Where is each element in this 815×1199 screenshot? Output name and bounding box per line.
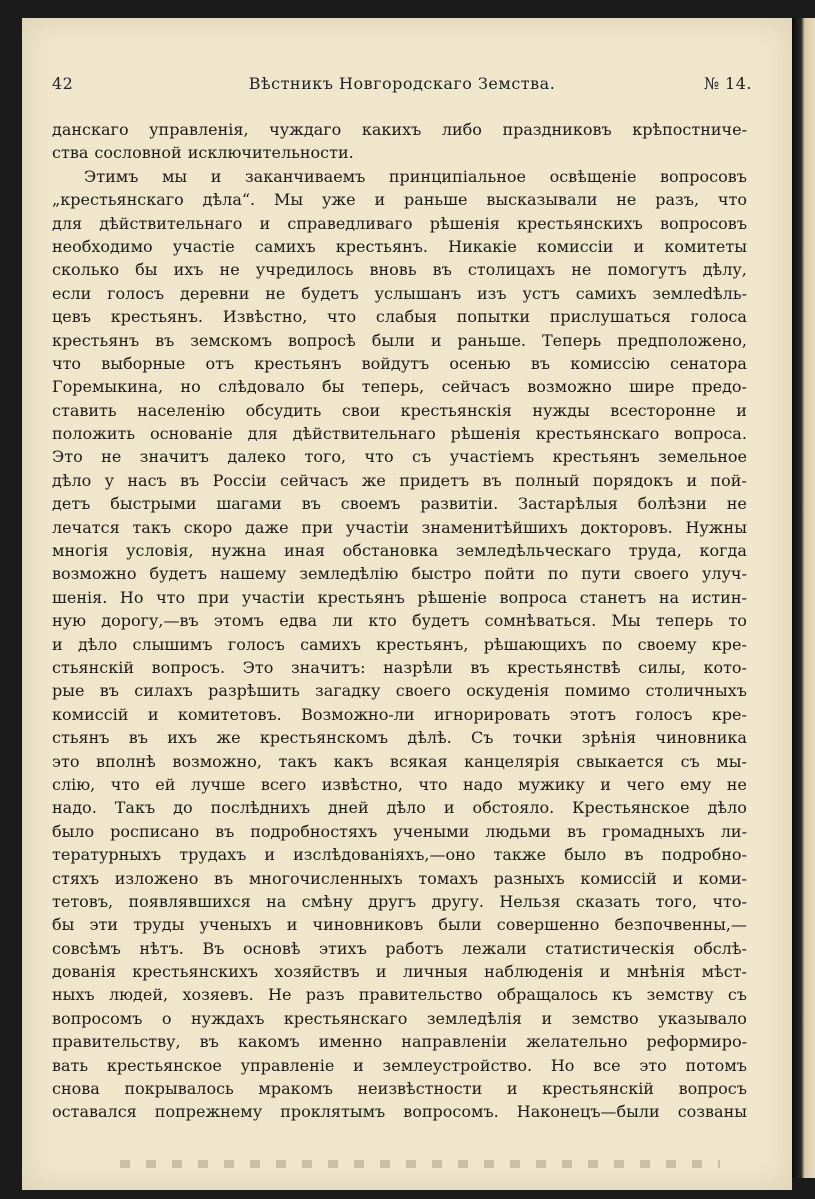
text-line: ства сословной исключительности. — [52, 143, 354, 163]
text-line: данскаго управленія, чуждаго какихъ либо праздниковъ крѣпостниче- — [52, 120, 747, 139]
text-line: цевъ крестьянъ. Извѣстно, что слабыя попытки прислушаться голоса — [52, 307, 747, 327]
text-line: комиссій и комитетовъ. Возможно-ли игнорировать этотъ голосъ кре- — [52, 704, 747, 724]
text-line: для дѣйствительнаго и справедливаго рѣшенія крестьянскихъ вопросовъ — [52, 213, 747, 233]
text-line: Горемыкина, но слѣдовало бы теперь, сейчасъ возможно шире предо- — [52, 377, 747, 397]
text-line: стьянъ въ ихъ же крестьянскомъ дѣлѣ. Съ точки зрѣнія чиновника — [52, 728, 747, 748]
text-line: детъ быстрыми шагами въ своемъ развитіи. Застарѣлыя болѣзни не — [52, 494, 747, 514]
text-line: Этимъ мы и заканчиваемъ принципіальное освѣщеніе вопросовъ — [84, 166, 747, 186]
text-line: слію, что ей лучше всего извѣстно, что надо мужику и чего ему не — [52, 774, 747, 794]
text-line: дованія крестьянскихъ хозяйствъ и личныя наблюденія и мнѣнія мѣст- — [52, 962, 747, 982]
text-line: крестьянъ въ земскомъ вопросѣ были и раньше. Теперь предположено, — [52, 330, 747, 350]
text-line: положить основаніе для дѣйствительнаго рѣшенія крестьянскаго вопроса. — [52, 424, 747, 444]
running-header — [52, 72, 752, 102]
bottom-bleed-through — [120, 1160, 720, 1168]
article-text — [52, 118, 747, 1124]
text-line: возможно будетъ нашему земледѣлію быстро пойти по пути своего улуч- — [52, 564, 747, 584]
issue-number: № 14. — [703, 74, 752, 93]
text-line: ставить населенію обсудить свои крестьянскія нужды всесторонне и — [52, 400, 747, 420]
text-line: многія условія, нужна иная обстановка земледѣльческаго труда, когда — [52, 541, 747, 561]
text-line: если голосъ деревни не будетъ услышанъ изъ устъ самихъ землedѣль- — [52, 283, 747, 303]
text-line: ную дорогу,—въ этомъ едва ли кто будетъ сомнѣваться. Мы теперь то — [52, 611, 747, 631]
text-line: совсѣмъ нѣтъ. Въ основѣ этихъ работъ лежали статистическія обслѣ- — [52, 938, 747, 958]
text-line: сколько бы ихъ не учредилось вновь въ столицахъ не помогутъ дѣлу, — [52, 260, 747, 280]
text-line: вопросомъ о нуждахъ крестьянскаго земледѣлія и земство указывало — [52, 1008, 747, 1028]
text-line: оставался попрежнему проклятымъ вопросомъ. Наконецъ—были созваны — [52, 1102, 747, 1122]
text-line: снова покрывалось мракомъ неизвѣстности и крестьянскій вопросъ — [52, 1079, 747, 1099]
text-line: ныхъ людей, хозяевъ. Не разъ правительство обращалось къ земству съ — [52, 985, 747, 1005]
journal-title: Вѣстникъ Новгородскаго Земства. — [248, 74, 556, 93]
text-line: тетовъ, появлявшихся на смѣну другъ другу. Нельзя сказать того, что- — [52, 891, 747, 911]
text-line: лечатся такъ скоро даже при участіи знаменитѣйшихъ докторовъ. Нужны — [52, 517, 747, 537]
text-line: тературныхъ трудахъ и изслѣдованіяхъ,—оно также было въ подробно- — [52, 845, 747, 865]
text-line: правительству, въ какомъ именно направленіи желательно реформиро- — [52, 1032, 747, 1052]
text-line: вать крестьянское управленіе и землеустройство. Но все это потомъ — [52, 1055, 747, 1075]
text-line: рые въ силахъ разрѣшить загадку своего оскуденія помимо столичныхъ — [52, 681, 747, 701]
next-page-edge — [792, 18, 815, 1178]
text-line: и дѣло слышимъ голосъ самихъ крестьянъ, рѣшающихъ по своему кре- — [52, 634, 747, 654]
text-line: необходимо участіе самихъ крестьянъ. Никакіе комиссіи и комитеты — [52, 236, 747, 256]
text-line: шенія. Но что при участіи крестьянъ рѣшеніе вопроса станетъ на истин- — [52, 587, 747, 607]
text-line: надо. Такъ до послѣднихъ дней дѣло и обстояло. Крестьянское дѣло — [52, 798, 747, 818]
text-line: стяхъ изложено въ многочисленныхъ томахъ разныхъ комиссій и коми- — [52, 868, 747, 888]
text-line: было росписано въ подробностяхъ учеными людьми въ громадныхъ ли- — [52, 821, 747, 841]
text-line: бы эти труды ученыхъ и чиновниковъ были совершенно безпочвенны,— — [52, 915, 747, 935]
text-line: стьянскій вопросъ. Это значитъ: назрѣли въ крестьянствѣ силы, кото- — [52, 657, 747, 677]
text-line: Это не значитъ далеко того, что съ участіемъ крестьянъ земельное — [52, 447, 747, 467]
text-line: дѣло у насъ въ Россіи сейчасъ же придетъ въ полный порядокъ и пой- — [52, 470, 747, 490]
text-line: это вполнѣ возможно, такъ какъ всякая канцелярія свыкается съ мы- — [52, 751, 747, 771]
page-number: 42 — [52, 74, 74, 93]
text-line: „крестьянскаго дѣла“. Мы уже и раньше высказывали не разъ, что — [52, 190, 747, 210]
text-line: что выборные отъ крестьянъ войдутъ осенью въ комиссію сенатора — [52, 353, 747, 373]
